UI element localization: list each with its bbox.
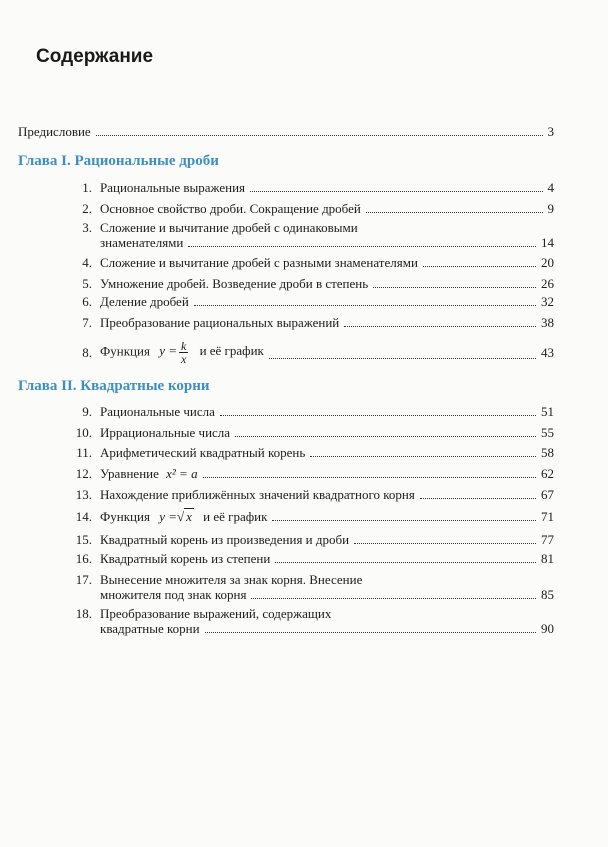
toc-page-number: 77	[541, 532, 554, 547]
toc-item-title	[100, 340, 264, 365]
formula-lhs: y =	[159, 509, 177, 524]
toc-page-number: 43	[541, 345, 554, 360]
fraction-denominator: x	[180, 352, 187, 366]
toc-item-title-continued: множителя под знак корня	[100, 587, 247, 602]
toc-item-number: 16.	[75, 551, 92, 566]
leader-dots	[205, 632, 536, 633]
leader-dots	[251, 598, 536, 599]
toc-item-number: 6.	[82, 294, 92, 309]
fraction-numerator: k	[180, 339, 187, 353]
toc-item-number: 3.	[82, 220, 92, 235]
toc-item-title-continued: квадратные корни	[100, 621, 200, 636]
toc-page-number: 32	[541, 294, 554, 309]
toc-item-number: 14.	[75, 509, 92, 524]
toc-item[interactable]	[70, 315, 554, 330]
toc-item-title-continued: знаменателями	[100, 235, 184, 250]
toc-item-number: 5.	[82, 276, 92, 291]
leader-dots	[272, 520, 536, 521]
toc-item[interactable]	[70, 425, 554, 440]
toc-item-number: 9.	[82, 404, 92, 419]
toc-page-number: 3	[547, 124, 554, 139]
toc-page-number: 81	[541, 551, 554, 566]
sqrt-sign-icon: √	[176, 509, 185, 524]
toc-preface[interactable]	[18, 124, 554, 139]
toc-item-number: 17.	[75, 572, 92, 587]
leader-dots	[366, 212, 543, 213]
toc-page-number: 90	[541, 621, 554, 636]
toc-item[interactable]	[70, 551, 554, 566]
toc-page-number: 14	[541, 235, 554, 250]
leader-dots	[188, 246, 536, 247]
toc-item[interactable]	[70, 340, 554, 365]
chapter-1-title: Глава I. Рациональные дроби	[18, 153, 219, 169]
toc-item-title: Рациональные числа	[100, 404, 215, 419]
page-title: Содержание	[36, 46, 154, 67]
leader-dots	[344, 326, 536, 327]
toc-item-number: 15.	[75, 532, 92, 547]
toc-item[interactable]	[70, 532, 554, 547]
toc-item-title: Преобразование выражений, содержащих	[100, 606, 332, 621]
toc-page-number: 9	[547, 201, 554, 216]
toc-item-number: 4.	[82, 255, 92, 270]
toc-item[interactable]	[70, 509, 554, 524]
toc-item-title-prefix: Функция	[100, 343, 150, 359]
toc-item-title: Основное свойство дроби. Сокращение дробей	[100, 201, 361, 216]
toc-item[interactable]	[70, 487, 554, 502]
toc-item-number: 1.	[82, 180, 92, 195]
toc-item-title	[100, 509, 267, 524]
toc-item-title: Сложение и вычитание дробей с разными знаменателями	[100, 255, 418, 270]
toc-item[interactable]	[70, 445, 554, 460]
toc-item-title: Вынесение множителя за знак корня. Внесение	[100, 572, 363, 587]
square-root-of-x	[177, 508, 194, 524]
toc-item-number: 13.	[75, 487, 92, 502]
toc-item[interactable]	[70, 466, 554, 481]
leader-dots	[269, 358, 536, 359]
toc-page-number: 26	[541, 276, 554, 291]
toc-item-number: 12.	[75, 466, 92, 481]
toc-item-title: Арифметический квадратный корень	[100, 445, 306, 460]
chapter-2-title: Глава II. Квадратные корни	[18, 378, 210, 394]
toc-item[interactable]	[70, 606, 554, 636]
toc-page-number: 4	[547, 180, 554, 195]
toc-page-number: 67	[541, 487, 554, 502]
leader-dots	[310, 456, 536, 457]
toc-item-number: 7.	[82, 315, 92, 330]
toc-item-title-suffix: и её график	[199, 343, 264, 359]
toc-item-number: 8.	[82, 345, 92, 360]
toc-item-title-prefix: Функция	[100, 509, 150, 524]
fraction-k-over-x	[179, 340, 188, 365]
toc-item[interactable]	[70, 220, 554, 250]
toc-item-number: 11.	[76, 445, 92, 460]
toc-item-title: Преобразование рациональных выражений	[100, 315, 340, 330]
leader-dots	[220, 415, 536, 416]
leader-dots	[203, 477, 536, 478]
leader-dots	[420, 498, 536, 499]
toc-item[interactable]	[70, 294, 554, 309]
leader-dots	[235, 436, 536, 437]
toc-page-number: 62	[541, 466, 554, 481]
toc-item-title: Квадратный корень из степени	[100, 551, 271, 566]
toc-item-title-suffix: и её график	[203, 509, 268, 524]
toc-item-number: 2.	[82, 201, 92, 216]
leader-dots	[250, 191, 543, 192]
toc-item-title: Иррациональные числа	[100, 425, 231, 440]
toc-page-number: 20	[541, 255, 554, 270]
toc-page-number: 85	[541, 587, 554, 602]
toc-item[interactable]	[70, 276, 554, 291]
leader-dots	[194, 305, 536, 306]
formula-lhs: y =	[159, 343, 177, 359]
toc-item-number: 18.	[75, 606, 92, 621]
toc-item-number: 10.	[75, 425, 92, 440]
toc-item[interactable]	[70, 255, 554, 270]
toc-item-title: Рациональные выражения	[100, 180, 245, 195]
toc-page-number: 51	[541, 404, 554, 419]
toc-page-number: 71	[541, 509, 554, 524]
toc-item[interactable]	[70, 201, 554, 216]
toc-item-title: Сложение и вычитание дробей с одинаковыми	[100, 220, 358, 235]
leader-dots	[423, 266, 536, 267]
toc-item-title: Квадратный корень из произведения и дроби	[100, 532, 350, 547]
toc-item-title-prefix: Уравнение	[100, 466, 159, 481]
toc-item-title: Нахождение приближённых значений квадратного корня	[100, 487, 415, 502]
toc-page-number: 58	[541, 445, 554, 460]
toc-item[interactable]	[70, 572, 554, 602]
toc-item[interactable]	[70, 180, 554, 195]
leader-dots	[96, 135, 543, 136]
toc-item-title: Умножение дробей. Возведение дроби в степень	[100, 276, 369, 291]
formula-x-squared-equals-a: x² = a	[166, 466, 198, 481]
leader-dots	[275, 562, 536, 563]
toc-page-number: 55	[541, 425, 554, 440]
leader-dots	[373, 287, 536, 288]
toc-item[interactable]	[70, 404, 554, 419]
toc-item-title: Деление дробей	[100, 294, 189, 309]
toc-preface-label: Предисловие	[18, 124, 91, 139]
toc-page-number: 38	[541, 315, 554, 330]
leader-dots	[354, 543, 536, 544]
toc-item-title	[100, 466, 198, 481]
radicand: x	[186, 509, 192, 524]
